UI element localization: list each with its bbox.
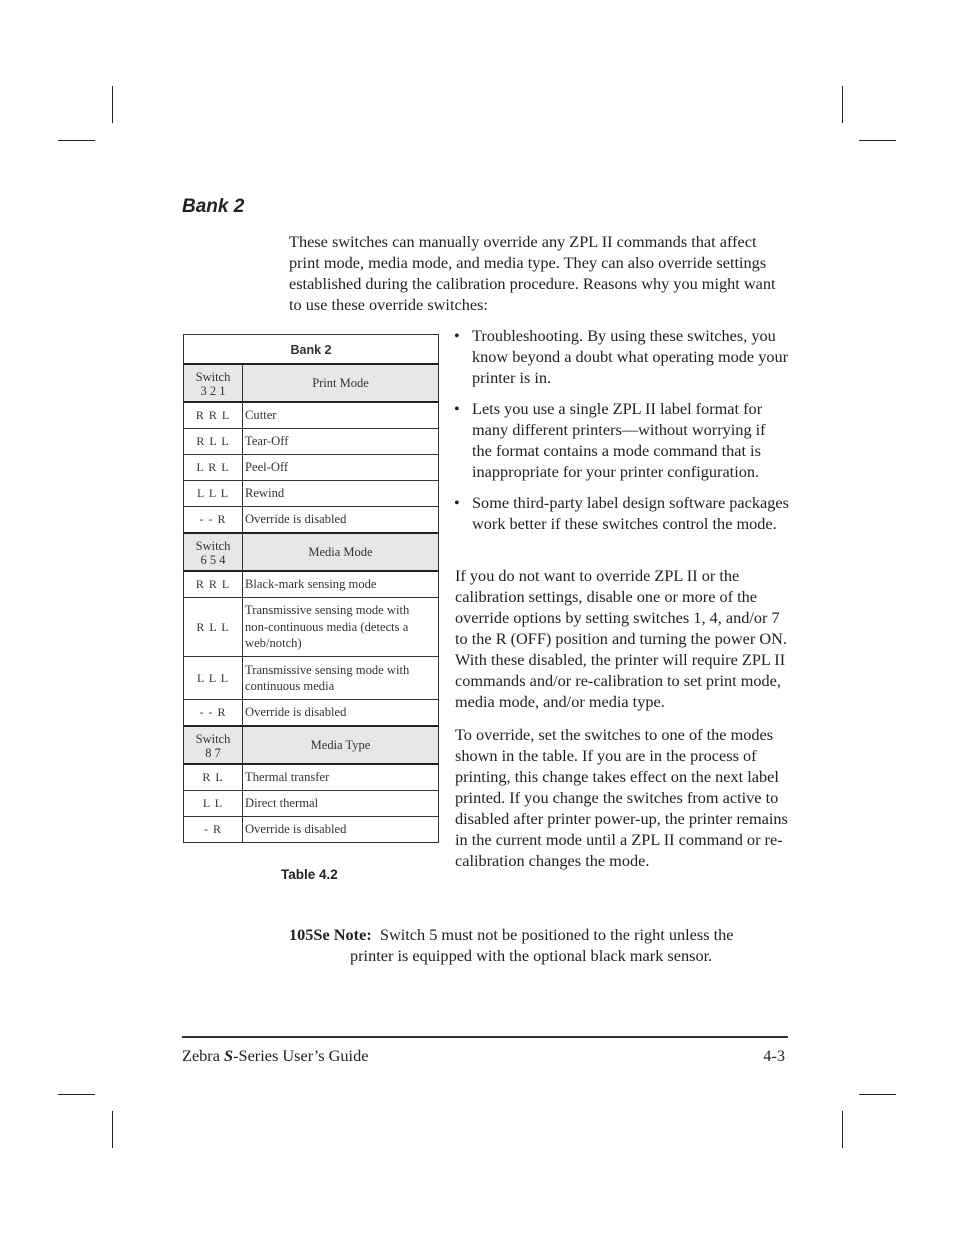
switch-label: Switch: [195, 731, 231, 746]
bank2-switch-table: [183, 334, 439, 843]
mode-description: Black-mark sensing mode: [243, 571, 439, 598]
list-item-text: Lets you use a single ZPL II label format for many different printers—without worrying if the format contains a mode command that is inappropriate for your printer configuration.: [472, 399, 766, 481]
switch-header: [184, 364, 243, 402]
table-row: [184, 764, 439, 791]
footer-rule: [182, 1036, 788, 1038]
crop-mark: [112, 86, 113, 123]
group-header-media-mode: [184, 533, 439, 571]
switch-code: R R L: [184, 402, 243, 429]
bullet-icon: •: [454, 493, 460, 512]
list-item: [453, 492, 789, 534]
mode-description: Override is disabled: [243, 507, 439, 534]
footer-title-rest: -Series User’s Guide: [233, 1046, 369, 1065]
table-caption: Table 4.2: [281, 867, 338, 882]
mode-description: Transmissive sensing mode with non-continuous media (detects a web/notch): [243, 598, 439, 657]
mode-description: Direct thermal: [243, 791, 439, 817]
switch-numbers: 8 7: [205, 745, 221, 760]
table-row: [184, 817, 439, 843]
crop-mark: [58, 1094, 95, 1095]
mode-description: Peel-Off: [243, 455, 439, 481]
crop-mark: [58, 140, 95, 141]
mode-description: Override is disabled: [243, 700, 439, 727]
table-row: [184, 455, 439, 481]
crop-mark: [859, 140, 896, 141]
mode-description: Thermal transfer: [243, 764, 439, 791]
list-item: [453, 325, 789, 388]
switch-code: L R L: [184, 455, 243, 481]
switch-code: - R: [184, 817, 243, 843]
mode-description: Tear-Off: [243, 429, 439, 455]
switch-label: Switch: [195, 538, 231, 553]
crop-mark: [112, 1111, 113, 1148]
intro-paragraph: These switches can manually override any ZPL II commands that affect print mode, media mode, and media type. They can also override settings established during the calibration procedure. Reasons why you might want to use these override switches:: [289, 232, 776, 314]
switch-code: L L L: [184, 481, 243, 507]
mode-description: Rewind: [243, 481, 439, 507]
switch-code: R L: [184, 764, 243, 791]
switch-code: - - R: [184, 507, 243, 534]
switch-code: L L L: [184, 657, 243, 700]
table-row: [184, 598, 439, 657]
switch-code: R R L: [184, 571, 243, 598]
table-title: Bank 2: [184, 335, 439, 365]
crop-mark: [842, 86, 843, 123]
note-line-1: Switch 5 must not be positioned to the right unless the: [379, 925, 734, 944]
mode-description: Override is disabled: [243, 817, 439, 843]
switch-numbers: 6 5 4: [200, 552, 226, 567]
switch-header: [184, 726, 243, 764]
note-lead: 105Se Note:: [289, 925, 372, 944]
note-line-2: printer is equipped with the optional black mark sensor.: [350, 946, 713, 965]
bullet-icon: •: [454, 326, 460, 345]
switch-label: Switch: [195, 369, 231, 384]
switch-code: L L: [184, 791, 243, 817]
page-number: 4-3: [763, 1046, 785, 1065]
table-row: [184, 507, 439, 534]
switch-code: - - R: [184, 700, 243, 727]
mode-description: Cutter: [243, 402, 439, 429]
table-row: [184, 481, 439, 507]
disable-override-paragraph: If you do not want to override ZPL II or the calibration settings, disable one or more of the override options by setting switches 1, 4, and/or 7 to the R (OFF) position and turning the power ON. With these disabled, the printer will require ZPL II commands and/or re-calibration to set print mode, media mode, and/or media type.: [455, 566, 787, 711]
footer-brand: Zebra: [182, 1046, 225, 1065]
crop-mark: [842, 1111, 843, 1148]
crop-mark: [859, 1094, 896, 1095]
table-row: [184, 700, 439, 727]
switch-code: R L L: [184, 429, 243, 455]
mode-label: Print Mode: [243, 364, 439, 402]
group-header-print-mode: [184, 364, 439, 402]
table-row: [184, 429, 439, 455]
table-row: [184, 791, 439, 817]
list-item: [453, 398, 789, 482]
switch-numbers: 3 2 1: [200, 383, 226, 398]
model-note: [289, 924, 779, 966]
how-to-override-paragraph: To override, set the switches to one of the modes shown in the table. If you are in the process of printing, this change takes effect on the next label printed. If you change the switches from active to disabled after printer power-up, the printer remains in the current mode until a ZPL II command or re-calibration changes the mode.: [455, 725, 788, 870]
switch-header: [184, 533, 243, 571]
switch-code: R L L: [184, 598, 243, 657]
table-row: [184, 571, 439, 598]
list-item-text: Troubleshooting. By using these switches, you know beyond a doubt what operating mode your printer is in.: [472, 326, 789, 387]
bullet-icon: •: [454, 399, 460, 418]
section-heading: Bank 2: [182, 196, 245, 217]
mode-description: Transmissive sensing mode with continuous media: [243, 657, 439, 700]
list-item-text: Some third-party label design software packages work better if these switches control the mode.: [472, 493, 789, 533]
reasons-list: [453, 325, 789, 544]
mode-label: Media Mode: [243, 533, 439, 571]
footer-guide-title: [182, 1045, 368, 1066]
group-header-media-type: [184, 726, 439, 764]
footer-series-letter: S: [224, 1046, 234, 1065]
table-row: [184, 402, 439, 429]
table-row: [184, 657, 439, 700]
mode-label: Media Type: [243, 726, 439, 764]
